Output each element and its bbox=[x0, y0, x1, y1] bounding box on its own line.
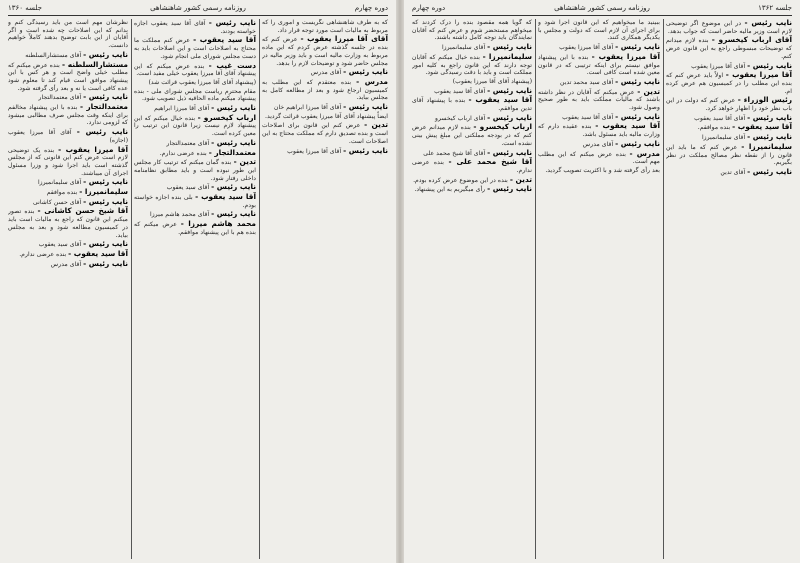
left-column-divider bbox=[131, 19, 132, 559]
speaker-name: آقا میرزا یعقوب - bbox=[725, 70, 792, 80]
paragraph bbox=[262, 19, 388, 34]
paragraph bbox=[412, 53, 532, 77]
paragraph bbox=[412, 78, 532, 86]
paragraph-text: مقام محترم ریاست مجلس شورای ملی - بنده پیشنهاد میکنم ماده الحاقیه ذیل تصویب شود. bbox=[134, 87, 256, 103]
paragraph-text: عرض کنم که بنده در جلسه گذشته عرض کردم که این ماده مربوط به وزارت مالیه است و باید وزیر مالیه در مجلس حاضر شود و توضیحات لازم را بدهد. bbox=[262, 36, 388, 67]
paragraph bbox=[8, 61, 128, 93]
paragraph-text: بنده با پیشنهاد آقای تدین موافقم. bbox=[412, 97, 532, 113]
paragraph bbox=[538, 140, 660, 149]
paragraph-text: آقای آقا میرزا یعقوب bbox=[287, 147, 342, 155]
paragraph bbox=[8, 250, 128, 259]
paragraph-text: آقای سلیمانمیرزا bbox=[441, 44, 486, 52]
paragraph bbox=[262, 113, 388, 121]
paragraph bbox=[666, 19, 792, 35]
paragraph-text: عرض کنم مملکت ما محتاج به اصلاحات است و این اصلاحات باید به دست مجلس شورای ملی انجام شود. bbox=[134, 37, 256, 60]
paragraph bbox=[8, 260, 128, 269]
paragraph-text: آقای آقا میرزا یعقوب bbox=[559, 44, 614, 52]
speaker-name: نایب رئیس - bbox=[83, 196, 128, 206]
speaker-name: نایب رئیس - bbox=[211, 137, 256, 147]
speaker-name: آقا سید یعقوب - bbox=[68, 248, 128, 258]
paragraph-text: آقای آقا سید یعقوب bbox=[562, 113, 614, 121]
left-column-3 bbox=[8, 19, 128, 559]
speaker-name: آقای ارباب کیخسرو - bbox=[711, 35, 792, 45]
paragraph-text: بنده عقیده دارم که وزارت مالیه باید مسئول باشد. bbox=[538, 123, 660, 139]
speaker-name: نایب رئیس - bbox=[744, 19, 792, 27]
paragraph bbox=[134, 139, 256, 148]
speaker-name: نایب رئیس - bbox=[487, 147, 532, 157]
speaker-name: سلیمانمیرزا - bbox=[79, 187, 128, 197]
speaker-name: آقا سید یعقوب - bbox=[195, 192, 256, 202]
speaker-name: سلیمانمیرزا - bbox=[741, 141, 792, 151]
paragraph-text: بنده لازم میدانم که توضیحات مبسوطی راجع به این قانون عرض کنم. bbox=[666, 37, 792, 60]
paragraph bbox=[666, 96, 792, 112]
right-header-title: روزنامه رسمی کشور شاهنشاهی bbox=[554, 4, 650, 12]
paragraph bbox=[412, 158, 532, 174]
paragraph-text: بنده عرض میکنم که مطلب خیلی واضح است و هر کس با این پیشنهاد موافق است قیام کند تا معلوم شود عده کافی است یا نه و بعد رأی گرفته شود. bbox=[8, 61, 128, 92]
paragraph-text: آقای تدین bbox=[720, 168, 746, 176]
paragraph bbox=[8, 146, 128, 178]
paragraph-text: بنده عرضی ندارم. bbox=[412, 159, 532, 174]
paragraph bbox=[538, 88, 660, 112]
paragraph-text: آقای سلیمانمیرزا bbox=[701, 134, 746, 142]
paragraph-text: آقای سید یعقوب bbox=[38, 241, 82, 249]
paragraph-text: عرض کنم که ما باید این قانون را از نقطه نظر مصالح مملکت در نظر بگیریم. bbox=[666, 143, 792, 167]
paragraph-text: آقای مدرس bbox=[310, 69, 342, 77]
speaker-name: مستشارالسلطنه - bbox=[62, 59, 128, 69]
paragraph-text: آقای آقا میرزا ابراهیم bbox=[154, 105, 210, 113]
speaker-name: آقا شیخ حسن کاشانی - bbox=[37, 206, 128, 216]
paragraph bbox=[412, 149, 532, 158]
speaker-name: نایب رئیس - bbox=[747, 112, 792, 122]
paragraph bbox=[134, 114, 256, 138]
speaker-name: نایب رئیس - bbox=[211, 209, 256, 219]
speaker-name: آقای آقا میرزا یعقوب - bbox=[300, 34, 388, 44]
speaker-name: نایب رئیس - bbox=[615, 138, 660, 148]
speaker-name: نایب رئیس - bbox=[343, 102, 388, 112]
speaker-name: رئیس الوزراء - bbox=[737, 95, 792, 105]
paragraph bbox=[538, 53, 660, 77]
right-header-session: جلسه ۱۳۶۲ bbox=[758, 4, 792, 12]
paragraph bbox=[8, 128, 128, 144]
paragraph-text: بنده عرض میکنم که این مطلب مهم است. bbox=[538, 150, 660, 166]
speaker-name: نایب رئیس - bbox=[747, 166, 792, 176]
paragraph-text: بنده با این پیشنهاد موافق نیستم برای اینکه ترتیبی که در قانون معین شده است کافی است. bbox=[538, 53, 660, 77]
paragraph-text: بنده با این پیشنهاد مخالفم برای اینکه وقت مجلس صرف مطالبی میشود که لزومی ندارد. bbox=[8, 104, 128, 127]
paragraph bbox=[134, 88, 256, 103]
paragraph bbox=[134, 79, 256, 87]
paragraph-text: در این موضوع اگر توضیحی لازم است وزیر مالیه حاضر است که جواب بدهد. bbox=[666, 20, 792, 35]
right-column-1 bbox=[666, 19, 792, 559]
paragraph-text: بنده عرضی ندارم. bbox=[19, 250, 67, 258]
left-page bbox=[0, 0, 396, 563]
speaker-name: معتمدالتجار - bbox=[208, 147, 256, 157]
speaker-name: نایب رئیس - bbox=[343, 145, 388, 155]
speaker-name: مدرس - bbox=[356, 76, 388, 86]
left-column-1 bbox=[262, 19, 388, 559]
paragraph bbox=[134, 104, 256, 113]
speaker-name: ارباب کیخسرو - bbox=[197, 112, 256, 122]
speaker-name: نایب رئیس - bbox=[615, 42, 660, 52]
paragraph-text: عرض کنم این قانون برای اصلاحات است و بنده تصدیق دارم که مملکت محتاج به این اصلاحات است. bbox=[262, 122, 388, 145]
paragraph-text: اولاً باید عرض کنم که بنده این مطلب را در کمیسیون هم عرض کرده ام. bbox=[666, 72, 792, 95]
paragraph-text: بنده یک توضیحی لازم است عرض کنم این قانونی که از مجلس گذشته است باید اجرا شود و وزرا مسئول اجرای آن میباشند. bbox=[8, 146, 128, 177]
speaker-name: آقا میرزا یعقوب - bbox=[591, 51, 660, 61]
paragraph bbox=[8, 207, 128, 239]
speaker-name: نایب رئیس - bbox=[343, 67, 388, 77]
speaker-name: نایب رئیس - bbox=[83, 49, 128, 59]
right-column-2 bbox=[538, 19, 660, 559]
paragraph bbox=[538, 122, 660, 138]
paragraph bbox=[538, 167, 660, 175]
speaker-name: نایب رئیس - bbox=[747, 132, 792, 142]
paragraph-text: رأی میگیریم به این پیشنهاد. bbox=[414, 186, 486, 194]
right-column-divider bbox=[663, 19, 664, 559]
paragraph bbox=[8, 178, 128, 187]
speaker-name: تدین - bbox=[233, 157, 256, 167]
speaker-name: نایب رئیس - bbox=[487, 85, 532, 95]
paragraph bbox=[412, 19, 532, 42]
speaker-name: ارباب کیخسرو - bbox=[473, 122, 532, 132]
right-page-header bbox=[412, 4, 792, 14]
speaker-name: نایب رئیس - bbox=[487, 184, 532, 194]
paragraph-text: عرض میکنم که بنده هم با این پیشنهاد موافقم. bbox=[134, 221, 256, 236]
paragraph bbox=[8, 188, 128, 197]
paragraph bbox=[8, 240, 128, 249]
book-gutter bbox=[396, 0, 404, 563]
paragraph bbox=[8, 51, 128, 60]
paragraph-text: بنده خیال میکنم که این پیشنهاد لازم نیست زیرا قانون این ترتیب را معین کرده است. bbox=[134, 114, 256, 138]
paragraph bbox=[8, 93, 128, 102]
paragraph bbox=[134, 149, 256, 158]
speaker-name: تدین - bbox=[364, 120, 388, 130]
speaker-name: تدین - bbox=[509, 174, 532, 184]
paragraph-text: ببینید ما میخواهیم که این قانون اجرا شود و برای اجرای آن لازم است که دولت و مجلس با یکدیگر همکاری کنند. bbox=[538, 19, 660, 42]
paragraph bbox=[666, 168, 792, 177]
speaker-name: نایب رئیس - bbox=[83, 239, 128, 249]
paragraph bbox=[666, 143, 792, 167]
paragraph bbox=[8, 103, 128, 127]
paragraph-text: بنده لازم میدانم عرض کنم که در بودجه مملکتی این مبلغ پیش بینی نشده است. bbox=[412, 124, 532, 147]
left-column-divider bbox=[259, 19, 260, 559]
speaker-name: محمد هاشم میرزا - bbox=[180, 219, 256, 229]
speaker-name: نایب رئیس - bbox=[83, 177, 128, 187]
paragraph bbox=[134, 62, 256, 78]
paragraph bbox=[262, 103, 388, 112]
paragraph bbox=[8, 19, 128, 50]
paragraph-text: عرض کنم که دولت در این باب نظر خود را اظهار خواهد کرد. bbox=[666, 97, 792, 113]
paragraph bbox=[666, 133, 792, 142]
speaker-name: دست غیب - bbox=[208, 60, 256, 70]
right-header-rule bbox=[412, 15, 792, 16]
speaker-name: نایب رئیس - bbox=[615, 76, 660, 86]
speaker-name: مدرس - bbox=[629, 148, 660, 158]
paragraph bbox=[262, 78, 388, 102]
paragraph-text: بلی بنده اجازه خواسته بودم. bbox=[134, 194, 256, 209]
paragraph-text: آقای مستشارالسلطنه bbox=[25, 51, 82, 59]
paragraph-text: بنده موافقم bbox=[46, 189, 78, 197]
paragraph-text: آقای آقا شیخ محمد علی bbox=[423, 149, 486, 157]
paragraph-text: آقای مدرس bbox=[50, 260, 82, 268]
speaker-name: آقا سید یعقوب - bbox=[193, 35, 256, 45]
speaker-name: نایب رئیس - bbox=[76, 127, 128, 137]
paragraph-text: (پیشنهاد آقای آقا میرزا یعقوب) bbox=[452, 77, 532, 85]
right-page bbox=[404, 0, 800, 563]
speaker-name: آقا سید یعقوب - bbox=[468, 95, 532, 105]
paragraph bbox=[262, 147, 388, 156]
paragraph-text: بنده عرضی ندارم. bbox=[159, 149, 207, 157]
paragraph-text: بنده تصور میکنم این قانون که راجع به مالیات است باید در کمیسیون مطالعه شود و بعد به مجلس بیاید. bbox=[8, 208, 128, 239]
paragraph-text: بنده عرض میکنم که این پیشنهاد آقای آقا میرزا یعقوب خیلی مفید است. bbox=[134, 62, 256, 78]
paragraph-text: آقای آقا میرزا یعقوب (اجازه) bbox=[8, 129, 128, 144]
paragraph-text: آقای آقا میرزا یعقوب bbox=[691, 62, 746, 70]
speaker-name: نایب رئیس - bbox=[487, 112, 532, 122]
paragraph bbox=[666, 62, 792, 71]
speaker-name: نایب رئیس - bbox=[83, 92, 128, 102]
paragraph-text: آقای مدرس bbox=[582, 140, 614, 148]
paragraph bbox=[538, 78, 660, 87]
left-page-header bbox=[8, 4, 388, 14]
paragraph-text: آقای آقا سید یعقوب اجازه خواسته بودند. bbox=[134, 20, 256, 35]
paragraph bbox=[412, 176, 532, 185]
speaker-name: آقا سید یعقوب - bbox=[595, 121, 660, 131]
paragraph bbox=[538, 19, 660, 42]
paragraph bbox=[412, 96, 532, 112]
paragraph bbox=[538, 43, 660, 52]
speaker-name: نایب رئیس - bbox=[211, 182, 256, 192]
paragraph bbox=[666, 36, 792, 60]
paragraph bbox=[134, 220, 256, 236]
paragraph bbox=[134, 19, 256, 35]
paragraph-text: آقای معتمدالتجار bbox=[166, 139, 210, 147]
speaker-name: نایب رئیس - bbox=[211, 103, 256, 113]
paragraph-text: ایضاً پیشنهاد آقای آقا میرزا یعقوب قرائت گردید. bbox=[265, 112, 388, 120]
paragraph bbox=[262, 35, 388, 67]
paragraph-text: بنده موافقم. bbox=[697, 124, 731, 132]
paragraph bbox=[412, 185, 532, 194]
speaker-name: نایب رئیس - bbox=[83, 258, 128, 268]
paragraph-text: آقای سلیمانمیرزا bbox=[37, 179, 82, 187]
paragraph bbox=[262, 121, 388, 145]
speaker-name: آقا میرزا یعقوب - bbox=[58, 144, 128, 154]
paragraph bbox=[412, 123, 532, 147]
paragraph-text: بنده گمان میکنم که ترتیب کار مجلس این طور نبوده است و باید مطابق نظامنامه داخلی رفتار شود. bbox=[134, 159, 256, 182]
left-header-session: جلسه ۱۳۶۰ bbox=[8, 4, 42, 12]
paragraph bbox=[134, 193, 256, 209]
left-header-title: روزنامه رسمی کشور شاهنشاهی bbox=[150, 4, 246, 12]
paragraph bbox=[134, 183, 256, 192]
paragraph-text: آقای معتمدالتجار bbox=[38, 94, 82, 102]
paragraph-text: آقای آقا سید یعقوب bbox=[434, 87, 486, 95]
paragraph-text: آقای آقا سید یعقوب bbox=[694, 114, 746, 122]
paragraph-text: که به طرف شاهنشاهی نگریست و اموری را که مربوط به مالیات است مورد توجه قرار داد. bbox=[262, 19, 388, 34]
right-column-3 bbox=[412, 19, 532, 559]
paragraph-text: آقای سید یعقوب bbox=[166, 184, 210, 192]
paragraph bbox=[666, 71, 792, 95]
left-column-2 bbox=[134, 19, 256, 559]
paragraph-text: بنده خیال میکنم که آقایان توجه دارند که این قانون راجع به کلیه امور مملکت است و باید با دقت رسیدگی شود. bbox=[412, 53, 532, 77]
paragraph-text: آقای حسن کاشانی bbox=[32, 198, 82, 206]
paragraph-text: بنده معتقدم که این مطلب به کمیسیون ارجاع شود و بعد از مطالعه کامل به مجلس بیاید. bbox=[262, 78, 388, 102]
paragraph-text: آقای سید محمد تدین bbox=[560, 78, 614, 86]
paragraph bbox=[134, 158, 256, 182]
paragraph bbox=[538, 150, 660, 166]
left-header-rule bbox=[8, 15, 388, 16]
paragraph-text: که گویا همه مقصود بنده را درک کردند که میخواهم مستحضر شوم و عرض کنم که آقایان نمایندگان باید توجه کامل داشته باشند. bbox=[412, 19, 532, 42]
paragraph-text: آقای ارباب کیخسرو bbox=[434, 114, 486, 122]
paragraph-text: عرض میکنم که آقایان در نظر داشته باشند که مالیات مملکت باید به طور صحیح وصول شود. bbox=[538, 88, 660, 112]
speaker-name: نایب رئیس - bbox=[615, 111, 660, 121]
speaker-name: نایب رئیس - bbox=[487, 42, 532, 52]
speaker-name: نایب رئیس - bbox=[747, 60, 792, 70]
paragraph bbox=[412, 43, 532, 52]
paragraph-text: بنده در این موضوع عرض کرده بودم. bbox=[413, 176, 508, 184]
speaker-name: آقا سید یعقوب - bbox=[732, 122, 792, 132]
speaker-name: معتمدالتجار - bbox=[79, 102, 128, 112]
paragraph bbox=[134, 36, 256, 60]
paragraph bbox=[666, 123, 792, 132]
speaker-name: نایب رئیس - bbox=[208, 19, 256, 27]
paragraph-text: آقای محمد هاشم میرزا bbox=[149, 211, 210, 219]
paragraph bbox=[412, 114, 532, 123]
paragraph-text: (پیشنهاد آقای آقا میرزا یعقوب قرائت شد) bbox=[148, 78, 256, 86]
speaker-name: آقا شیخ محمد علی - bbox=[448, 157, 532, 167]
left-header-period: دوره چهارم bbox=[354, 4, 388, 12]
speaker-name: سلیمانمیرزا - bbox=[482, 51, 532, 61]
speaker-name: تدین - bbox=[637, 86, 660, 96]
right-column-divider bbox=[535, 19, 536, 559]
right-header-period: دوره چهارم bbox=[412, 4, 446, 12]
paragraph-text: نظرشان مهم است من باید رسیدگی کنم و بدانم که این اصلاحات چه شده است و اگر آقایان از این بابت توضیح بدهند کاملاً خواهیم دانست. bbox=[8, 19, 128, 50]
paragraph-text: آقای آقا میرزا ابراهیم خان bbox=[273, 104, 342, 112]
paragraph bbox=[134, 210, 256, 219]
paragraph-text: بعد رأی گرفته شد و با اکثریت تصویب گردید. bbox=[545, 166, 660, 174]
paragraph bbox=[262, 68, 388, 77]
